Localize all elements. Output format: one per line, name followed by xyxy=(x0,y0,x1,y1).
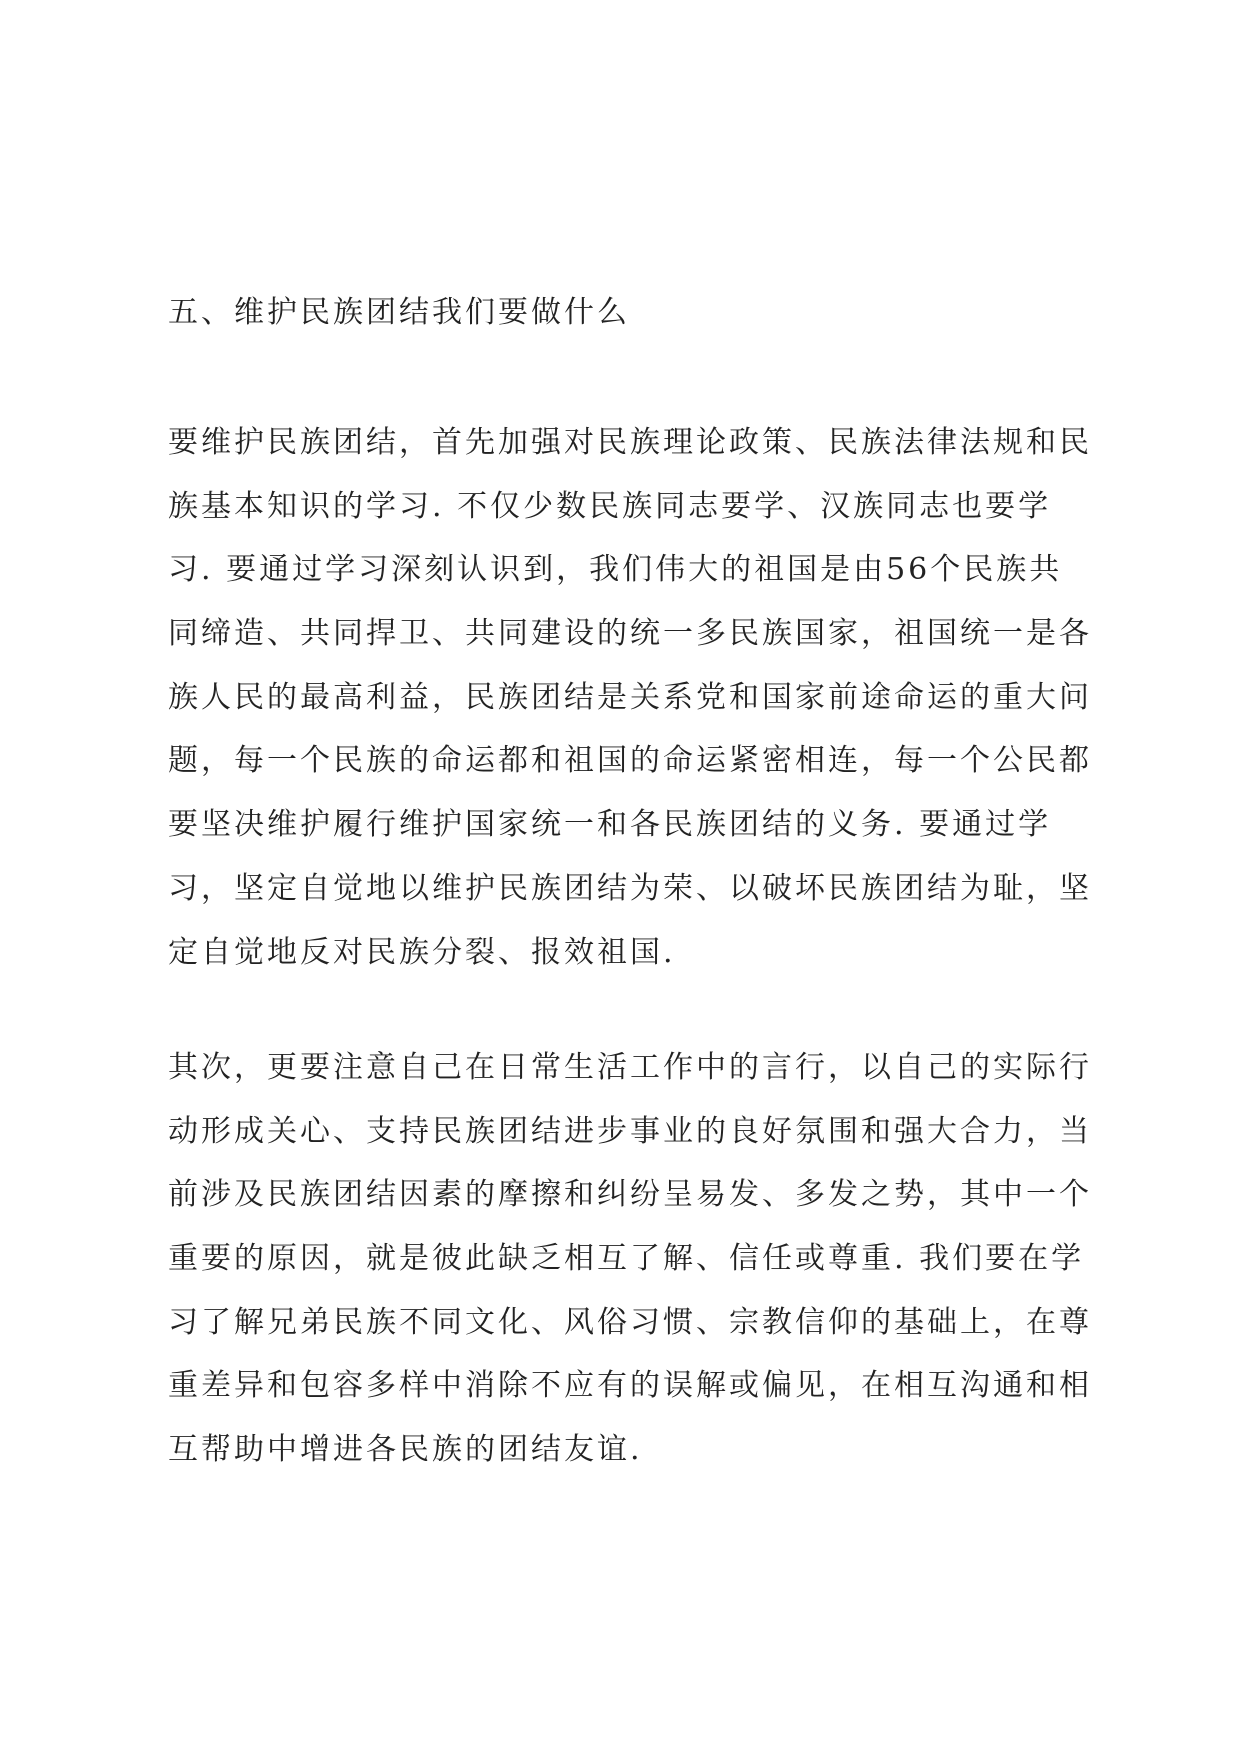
paragraph-line: 互帮助中增进各民族的团结友谊. xyxy=(168,1432,643,1468)
paragraph-line: 习，坚定自觉地以维护民族团结为荣、以破坏民族团结为耻，坚 xyxy=(168,870,1092,906)
paragraph-1 xyxy=(168,411,1092,984)
paragraph-line: 同缔造、共同捍卫、共同建设的统一多民族国家，祖国统一是各 xyxy=(168,616,1092,652)
paragraph-line: 重要的原因，就是彼此缺乏相互了解、信任或尊重. 我们要在学 xyxy=(168,1241,1085,1277)
paragraph-line: 要坚决维护履行维护国家统一和各民族团结的义务. 要通过学 xyxy=(168,807,1052,843)
paragraph-line: 族基本知识的学习. 不仅少数民族同志要学、汉族同志也要学 xyxy=(168,488,1052,524)
section-heading: 五、维护民族团结我们要做什么 xyxy=(168,295,630,330)
paragraph-line: 习. 要通过学习深刻认识到，我们伟大的祖国是由56个民族共 xyxy=(168,552,1063,588)
paragraph-line: 其次，更要注意自己在日常生活工作中的言行，以自己的实际行 xyxy=(168,1050,1092,1085)
paragraph-line: 前涉及民族团结因素的摩擦和纠纷呈易发、多发之势，其中一个 xyxy=(168,1177,1092,1213)
paragraph-line: 要维护民族团结，首先加强对民族理论政策、民族法律法规和民 xyxy=(168,425,1092,460)
paragraph-line: 定自觉地反对民族分裂、报效祖国. xyxy=(168,934,676,970)
paragraph-line: 重差异和包容多样中消除不应有的误解或偏见，在相互沟通和相 xyxy=(168,1368,1092,1404)
paragraph-line: 习了解兄弟民族不同文化、风俗习惯、宗教信仰的基础上，在尊 xyxy=(168,1304,1092,1340)
paragraph-line: 动形成关心、支持民族团结进步事业的良好氛围和强大合力，当 xyxy=(168,1113,1092,1149)
paragraph-line: 题，每一个民族的命运都和祖国的命运紧密相连，每一个公民都 xyxy=(168,743,1092,779)
paragraph-line: 族人民的最高利益，民族团结是关系党和国家前途命运的重大问 xyxy=(168,679,1092,715)
paragraph-2 xyxy=(168,1036,1092,1482)
